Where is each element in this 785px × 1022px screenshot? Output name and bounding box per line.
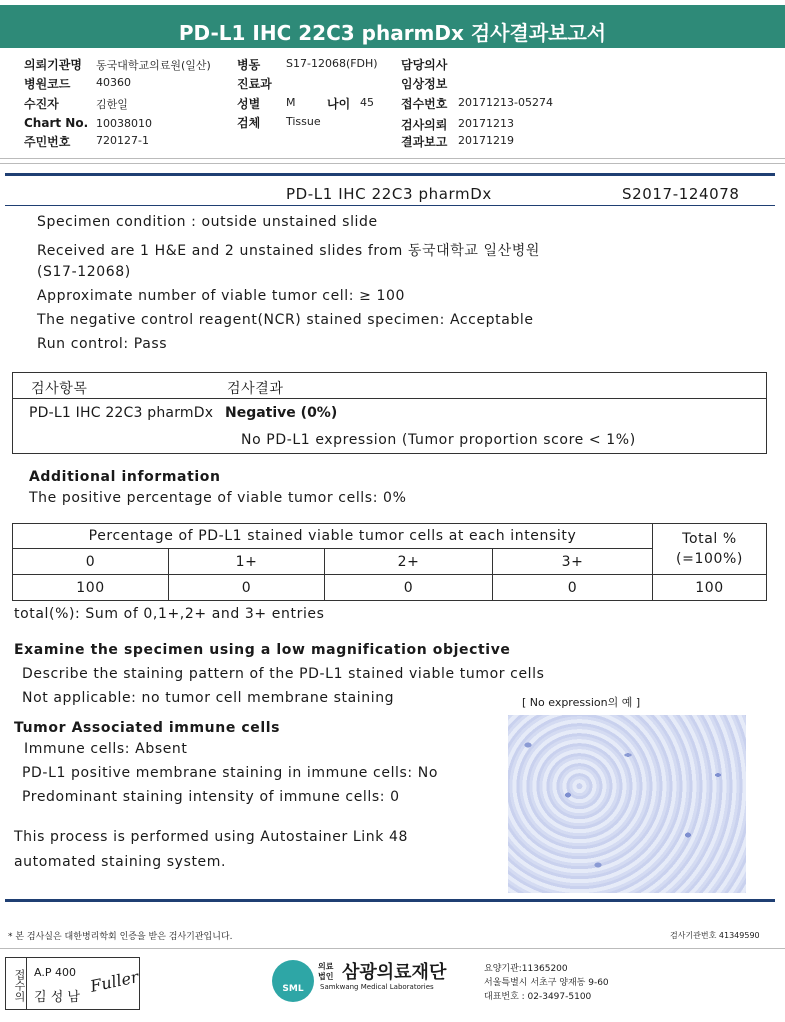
intensity-value-0: 100: [13, 575, 169, 601]
immune-line: Immune cells: Absent: [24, 741, 188, 757]
sample-image-caption: [ No expression의 예 ]: [522, 696, 641, 709]
receipt-no-label: 접수번호: [401, 97, 448, 111]
intensity-col-1: 1+: [169, 549, 325, 575]
specimen-line: (S17-12068): [37, 264, 131, 280]
examine-line: Not applicable: no tumor cell membrane staining: [22, 690, 395, 706]
phone: 대표번호 : 02-3497-5100: [484, 992, 592, 1002]
specimen-line: The negative control reagent(NCR) stained specimen: Acceptable: [37, 312, 534, 328]
department-label: 진료과: [237, 77, 272, 91]
signature: Fuller: [88, 967, 141, 996]
resident-no-value: 720127-1: [96, 134, 149, 147]
sex-label: 성별: [237, 97, 261, 111]
test-name-heading: PD-L1 IHC 22C3 pharmDx: [286, 185, 492, 203]
org-small-label: 의료 법인: [318, 962, 334, 981]
section-rule: [5, 173, 775, 176]
intensity-value-2: 0: [325, 575, 493, 601]
sex-value: M: [286, 96, 296, 109]
result-box: [12, 372, 767, 454]
additional-info-title: Additional information: [29, 469, 221, 485]
patient-name-value: 김한일: [96, 98, 128, 111]
test-result-detail: No PD-L1 expression (Tumor proportion score < 1%): [241, 432, 636, 448]
process-line: This process is performed using Autostainer Link 48: [14, 829, 409, 845]
accreditation-notice: * 본 검사실은 대한병리학회 인증을 받은 검사기관입니다.: [8, 932, 233, 942]
intensity-col-3: 3+: [493, 549, 653, 575]
divider: [0, 163, 785, 164]
org-code: 검사기관번호 41349590: [670, 931, 760, 940]
test-item-value: PD-L1 IHC 22C3 pharmDx: [29, 405, 214, 421]
signer-code: A.P 400: [34, 966, 76, 979]
section-rule: [5, 205, 775, 206]
intensity-table-note: total(%): Sum of 0,1+,2+ and 3+ entries: [14, 606, 325, 622]
signer-name: 김 성 남: [34, 990, 80, 1005]
receipt-no-value: 20171213-05274: [458, 96, 553, 109]
intensity-col-0: 0: [13, 549, 169, 575]
immune-title: Tumor Associated immune cells: [14, 720, 281, 736]
address: 서울특별시 서초구 양재동 9-60: [484, 978, 609, 988]
process-line: automated staining system.: [14, 854, 227, 870]
divider: [13, 398, 766, 399]
intensity-total: 100: [653, 575, 767, 601]
intensity-table-header: Percentage of PD-L1 stained viable tumor cells at each intensity: [13, 524, 653, 549]
ward-value: S17-12068(FDH): [286, 57, 378, 70]
age-label: 나이: [327, 97, 351, 111]
additional-info-text: The positive percentage of viable tumor cells: 0%: [29, 490, 407, 506]
resident-no-label: 주민번호: [24, 135, 71, 149]
divider: [0, 948, 785, 949]
immune-line: PD-L1 positive membrane staining in immune cells: No: [22, 765, 439, 781]
total-header-line1: Total %: [682, 531, 737, 547]
requesting-org-value: 동국대학교의료원(일산): [96, 59, 211, 72]
no-expression-sample-image: [508, 715, 746, 893]
signer-box: [5, 957, 140, 1010]
test-item-header: 검사항목: [31, 381, 88, 397]
specimen-line: Specimen condition : outside unstained slide: [37, 214, 378, 230]
specimen-label: 검체: [237, 116, 261, 130]
test-request-label: 검사의뢰: [401, 118, 448, 132]
total-header: [653, 524, 767, 575]
section-rule: [5, 899, 775, 902]
intensity-col-2: 2+: [325, 549, 493, 575]
test-result-header: 검사결과: [227, 381, 284, 397]
report-number: S2017-124078: [622, 185, 740, 203]
intensity-table: [12, 523, 767, 601]
result-report-value: 20171219: [458, 134, 514, 147]
report-title: PD-L1 IHC 22C3 pharmDx 검사결과보고서: [0, 0, 785, 48]
hospital-code-label: 병원코드: [24, 77, 71, 91]
intensity-value-1: 0: [169, 575, 325, 601]
immune-line: Predominant staining intensity of immune cells: 0: [22, 789, 400, 805]
chart-no-value: 10038010: [96, 117, 152, 130]
doctor-label: 담당의사: [401, 58, 448, 72]
sml-logo: SML: [272, 960, 314, 1002]
institution-code: 요양기관:11365200: [484, 964, 568, 974]
intensity-value-3: 0: [493, 575, 653, 601]
divider: [0, 158, 785, 159]
test-result-value: Negative (0%): [225, 405, 338, 421]
org-name: 삼광의료재단: [342, 962, 447, 983]
hospital-code-value: 40360: [96, 76, 131, 89]
chart-no-label: Chart No.: [24, 116, 89, 130]
examine-title: Examine the specimen using a low magnification objective: [14, 642, 511, 658]
age-value: 45: [360, 96, 374, 109]
total-header-line2: (=100%): [676, 551, 743, 567]
clinical-info-label: 임상정보: [401, 77, 448, 91]
result-report-label: 결과보고: [401, 135, 448, 149]
specimen-line: Approximate number of viable tumor cell: ≥ 100: [37, 288, 406, 304]
specimen-value: Tissue: [286, 115, 321, 128]
examine-line: Describe the staining pattern of the PD-L1 stained viable tumor cells: [22, 666, 545, 682]
specimen-line: Run control: Pass: [37, 336, 168, 352]
specimen-line: Received are 1 H&E and 2 unstained slides from 동국대학교 일산병원: [37, 243, 541, 259]
org-name-en: Samkwang Medical Laboratories: [320, 983, 434, 991]
patient-name-label: 수진자: [24, 97, 59, 111]
test-request-value: 20171213: [458, 117, 514, 130]
signer-label: 접수의: [6, 958, 27, 1009]
ward-label: 병동: [237, 58, 261, 72]
requesting-org-label: 의뢰기관명: [24, 58, 82, 72]
